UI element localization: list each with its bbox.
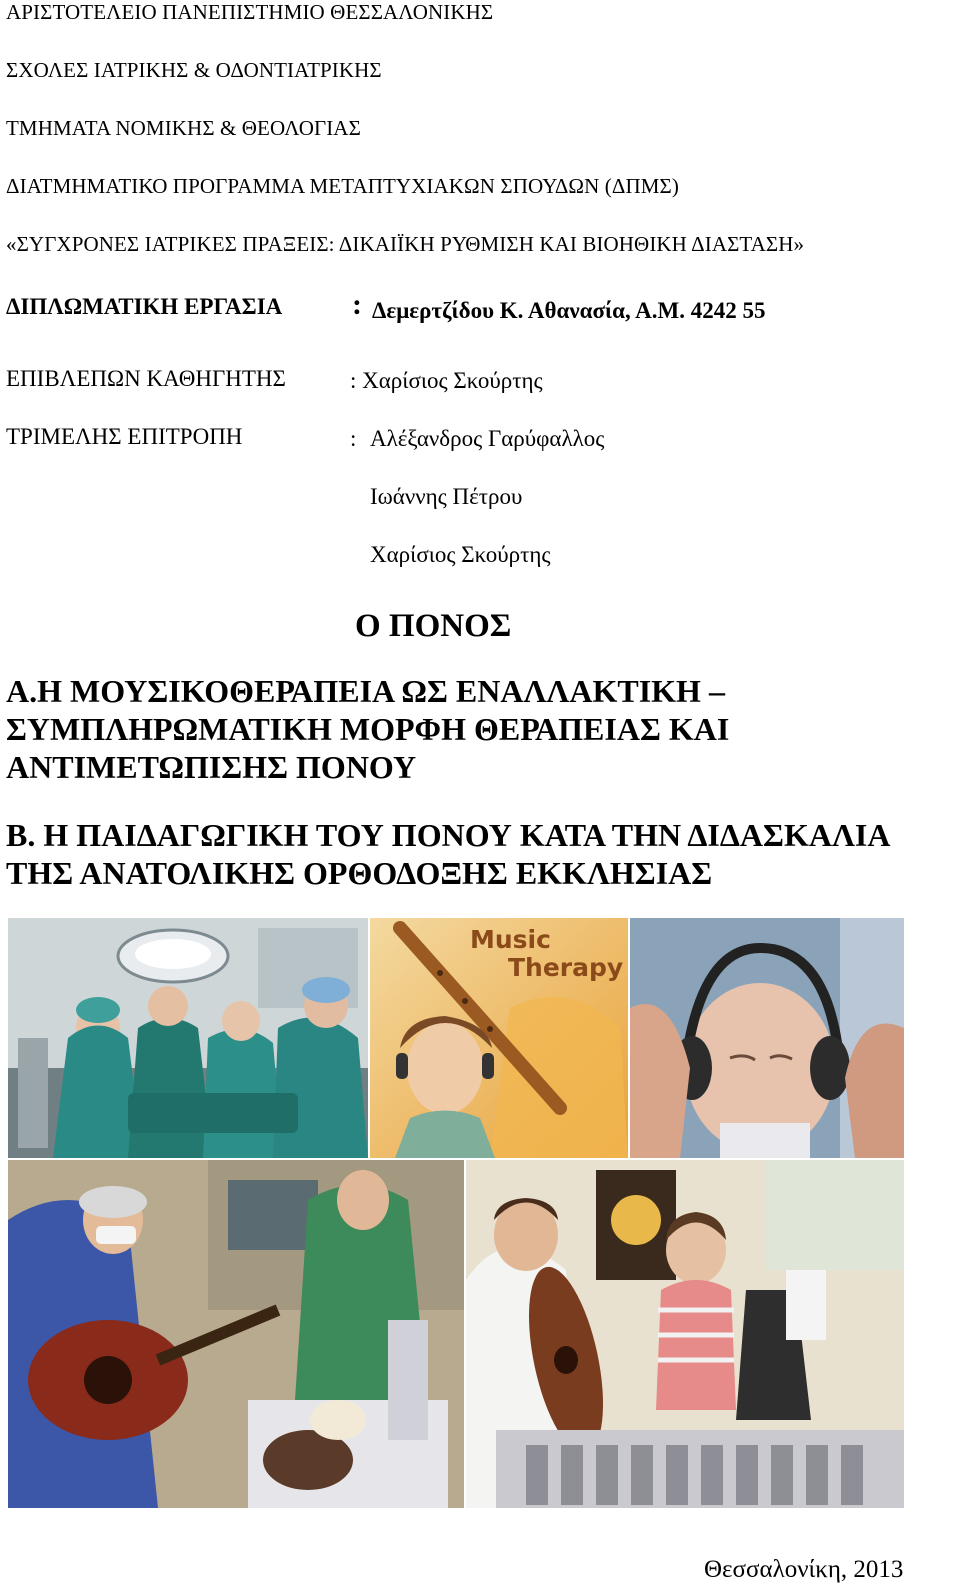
child-music-therapy-photo xyxy=(466,1160,904,1508)
committee-colon: : xyxy=(350,426,357,451)
program-line: ΔΙΑΤΜΗΜΑΤΙΚΟ ΠΡΟΓΡΑΜΜΑ ΜΕΤΑΠΤΥΧΙΑΚΩΝ ΣΠΟΥΔΩΝ (ΔΠΜΣ) xyxy=(6,174,679,198)
main-title: Ο ΠΟΝΟΣ xyxy=(355,608,512,644)
therapy-label: Therapy xyxy=(508,953,624,982)
thesis-row xyxy=(6,294,282,320)
supervisor-value: : Χαρίσιος Σκούρτης xyxy=(350,368,543,393)
thesis-author: Δεμερτζίδου Κ. Αθανασία, Α.Μ. 4242 55 xyxy=(372,298,766,323)
committee-member: Ιωάννης Πέτρου xyxy=(370,484,523,509)
baby-headphones-photo xyxy=(630,918,904,1158)
music-label: Music xyxy=(470,925,551,954)
departments-line: ΤΜΗΜΑΤΑ ΝΟΜΙΚΗΣ & ΘΕΟΛΟΓΙΑΣ xyxy=(6,116,361,140)
place-year: Θεσσαλονίκη, 2013 xyxy=(704,1556,904,1583)
program-title-line: «ΣΥΓΧΡΟΝΕΣ ΙΑΤΡΙΚΕΣ ΠΡΑΞΕΙΣ: ΔΙΚΑΙΪΚΗ ΡΥΘΜΙΣΗ ΚΑΙ ΒΙΟΗΘΙΚΗ ΔΙΑΣΤΑΣΗ» xyxy=(6,232,805,256)
committee-label: ΤΡΙΜΕΛΗΣ ΕΠΙΤΡΟΠΗ xyxy=(6,424,243,449)
title-b-line: ΤΗΣ ΑΝΑΤΟΛΙΚΗΣ ΟΡΘΟΔΟΞΗΣ ΕΚΚΛΗΣΙΑΣ xyxy=(6,855,713,891)
photo-collage xyxy=(8,918,904,1508)
title-b-line: Β. Η ΠΑΙΔΑΓΩΓΙΚΗ ΤΟΥ ΠΟΝΟΥ ΚΑΤΑ ΤΗΝ ΔΙΔΑΣΚΑΛΙΑ xyxy=(6,817,891,853)
music-therapy-photo xyxy=(370,918,628,1158)
university-name: ΑΡΙΣΤΟΤΕΛΕΙΟ ΠΑΝΕΠΙΣΤΗΜΙΟ ΘΕΣΣΑΛΟΝΙΚΗΣ xyxy=(6,0,494,24)
thesis-label: ΔΙΠΛΩΜΑΤΙΚΗ ΕΡΓΑΣΙΑ xyxy=(6,294,283,319)
title-a-line: ΣΥΜΠΛΗΡΩΜΑΤΙΚΗ ΜΟΡΦΗ ΘΕΡΑΠΕΙΑΣ ΚΑΙ xyxy=(6,711,730,747)
operating-room-photo xyxy=(8,918,368,1158)
supervisor-label: ΕΠΙΒΛΕΠΩΝ ΚΑΘΗΓΗΤΗΣ xyxy=(6,366,286,391)
guitar-icu-photo xyxy=(8,1160,464,1508)
thesis-colon: : xyxy=(352,288,362,321)
title-a-line: Α.Η ΜΟΥΣΙΚΟΘΕΡΑΠΕΙΑ ΩΣ ΕΝΑΛΛΑΚΤΙΚΗ – xyxy=(6,673,725,709)
title-a-line: ΑΝΤΙΜΕΤΩΠΙΣΗΣ ΠΟΝΟΥ xyxy=(6,749,417,785)
committee-member: Αλέξανδρος Γαρύφαλλος xyxy=(370,426,605,451)
committee-member: Χαρίσιος Σκούρτης xyxy=(370,542,551,567)
schools-line: ΣΧΟΛΕΣ ΙΑΤΡΙΚΗΣ & ΟΔΟΝΤΙΑΤΡΙΚΗΣ xyxy=(6,58,382,82)
